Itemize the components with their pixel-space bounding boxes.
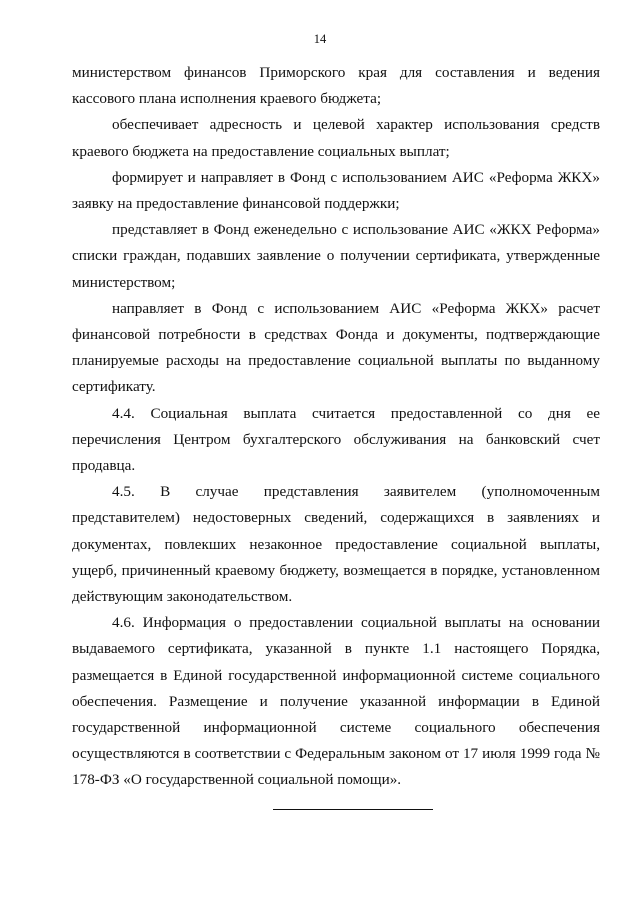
paragraph-4-4: 4.4. Социальная выплата считается предоставленной со дня ее перечисления Центром бухгалтерского обслуживания на банковский счет продавца. [72, 404, 600, 475]
paragraph-forms-request: формирует и направляет в Фонд с использованием АИС «Реформа ЖКХ» заявку на предоставление финансовой поддержки; [72, 168, 600, 213]
page-number: 14 [313, 32, 327, 46]
paragraph-continuation: министерством финансов Приморского края для составления и ведения кассового плана исполнения краевого бюджета; [72, 64, 600, 108]
paragraph-4-5: 4.5. В случае представления заявителем (уполномоченным представителем) недостоверных сведений, содержащихся в заявлениях и документах, повлекших незаконное предоставление социальной выплаты, ущерб, причиненный краевому бюджету, возмещается в порядке, установленном действующим законодательством. [72, 483, 600, 606]
paragraph-ensures-targeting: обеспечивает адресность и целевой характер использования средств краевого бюджета на предоставление социальных выплат; [72, 116, 600, 160]
document-body [72, 60, 600, 794]
paragraph-sends-calculation: направляет в Фонд с использованием АИС «Реформа ЖКХ» расчет финансовой потребности в средствах Фонда и документы, подтверждающие планируемые расходы на предоставление социальной выплаты по выданному сертификату. [72, 299, 600, 396]
end-of-document-rule [273, 809, 433, 810]
paragraph-4-6: 4.6. Информация о предоставлении социальной выплаты на основании выдаваемого сертификата, указанной в пункте 1.1 настоящего Порядка, размещается в Единой государственной информационной системе социального обеспечения. Размещение и получение указанной информации в Единой государственной информационной системе социального обеспечения осуществляются в соответствии с Федеральным законом от 17 июля 1999 года № 178-ФЗ «О государственной социальной помощи». [72, 614, 600, 789]
paragraph-submits-lists: представляет в Фонд еженедельно с использование АИС «ЖКХ Реформа» списки граждан, подавших заявление о получении сертификата, утвержденные министерством; [72, 221, 600, 291]
